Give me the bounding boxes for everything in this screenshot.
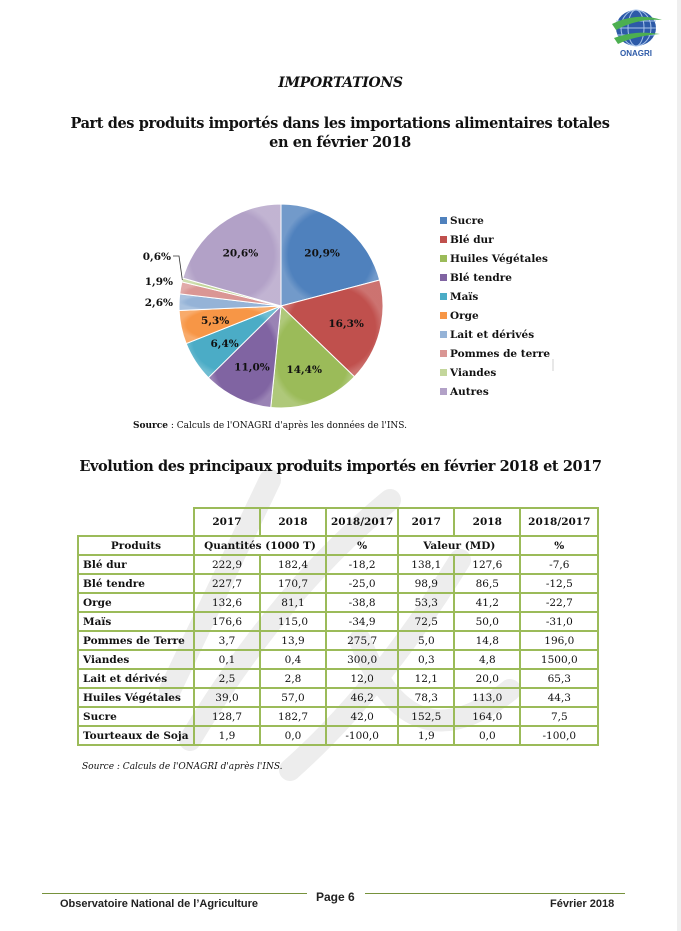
table-row [78, 650, 598, 669]
cell-q2018: 0,0 [260, 726, 326, 745]
legend-item [440, 325, 550, 344]
product-name: Orge [78, 593, 194, 612]
cell-q2018: 170,7 [260, 574, 326, 593]
table-row [78, 726, 598, 745]
table-row [78, 631, 598, 650]
pie-leader-line [173, 256, 182, 280]
cell-q2018: 57,0 [260, 688, 326, 707]
cell-q2017: 132,6 [194, 593, 260, 612]
legend-swatch [440, 331, 447, 338]
cell-q2018: 115,0 [260, 612, 326, 631]
cell-v2018: 0,0 [454, 726, 520, 745]
cell-v2018: 164,0 [454, 707, 520, 726]
product-name: Blé dur [78, 555, 194, 574]
cell-q2017: 39,0 [194, 688, 260, 707]
cell-q2017: 0,1 [194, 650, 260, 669]
header-products: Produits [78, 536, 194, 555]
legend-label: Blé tendre [450, 271, 512, 284]
cell-vvar: 7,5 [520, 707, 598, 726]
cell-q2017: 128,7 [194, 707, 260, 726]
cell-qvar: -18,2 [326, 555, 398, 574]
legend-label: Maïs [450, 290, 479, 303]
table-row [78, 574, 598, 593]
header-v-2017: 2017 [398, 508, 454, 536]
header-q-var: 2018/2017 [326, 508, 398, 536]
header-pct-value: % [520, 536, 598, 555]
pie-data-label: 14,4% [286, 364, 322, 377]
cell-v2017: 98,9 [398, 574, 454, 593]
cell-qvar: -100,0 [326, 726, 398, 745]
cell-v2018: 41,2 [454, 593, 520, 612]
header-pct-quantities: % [326, 536, 398, 555]
cell-v2018: 14,8 [454, 631, 520, 650]
table-row [78, 555, 598, 574]
legend-item [440, 306, 550, 325]
cell-v2017: 12,1 [398, 669, 454, 688]
globe-icon [604, 4, 668, 64]
table-row [78, 688, 598, 707]
cell-v2017: 53,3 [398, 593, 454, 612]
product-name: Sucre [78, 707, 194, 726]
table-header-years [78, 508, 598, 536]
onagri-logo [604, 4, 668, 64]
product-name: Tourteaux de Soja [78, 726, 194, 745]
table-source: Source : Calculs de l'ONAGRI d'après l'INS. [82, 762, 283, 772]
cell-v2017: 138,1 [398, 555, 454, 574]
legend-swatch [440, 255, 447, 262]
cell-qvar: -25,0 [326, 574, 398, 593]
footer-organization: Observatoire National de l’Agriculture [60, 898, 259, 910]
legend-label: Pommes de terre [450, 347, 551, 360]
cell-q2017: 2,5 [194, 669, 260, 688]
header-q-2017: 2017 [194, 508, 260, 536]
product-name: Maïs [78, 612, 194, 631]
cell-q2018: 182,7 [260, 707, 326, 726]
legend-swatch [440, 217, 447, 224]
pie-source [133, 421, 407, 431]
cell-vvar: 196,0 [520, 631, 598, 650]
legend-item [440, 230, 550, 249]
legend-swatch [440, 369, 447, 376]
cell-q2017: 227,7 [194, 574, 260, 593]
cell-v2018: 113,0 [454, 688, 520, 707]
cell-vvar: 44,3 [520, 688, 598, 707]
cell-v2018: 127,6 [454, 555, 520, 574]
cell-qvar: 275,7 [326, 631, 398, 650]
cell-q2017: 176,6 [194, 612, 260, 631]
cell-v2017: 0,3 [398, 650, 454, 669]
legend-swatch [440, 274, 447, 281]
pie-data-label: 20,9% [304, 247, 340, 260]
legend-label: Viandes [450, 366, 497, 379]
pie-legend [440, 211, 550, 401]
legend-label: Sucre [450, 214, 484, 227]
header-value: Valeur (MD) [398, 536, 520, 555]
legend-item [440, 344, 550, 363]
pie-data-label: 11,0% [234, 361, 270, 374]
pie-data-label: 6,4% [210, 337, 239, 350]
legend-swatch [440, 236, 447, 243]
legend-swatch [440, 293, 447, 300]
cell-q2017: 222,9 [194, 555, 260, 574]
legend-item [440, 287, 550, 306]
pie-chart-title: Part des produits importés dans les importations alimentaires totales en en février 2018 [70, 115, 610, 151]
legend-label: Autres [450, 385, 489, 398]
cell-v2017: 78,3 [398, 688, 454, 707]
cell-qvar: -38,8 [326, 593, 398, 612]
legend-scroll-marker [552, 359, 554, 371]
footer-rule-left [42, 893, 307, 894]
product-name: Viandes [78, 650, 194, 669]
pie-data-label: 1,9% [144, 275, 173, 288]
pie-data-label: 16,3% [328, 317, 364, 330]
legend-swatch [440, 350, 447, 357]
cell-qvar: 42,0 [326, 707, 398, 726]
page-edge [677, 0, 681, 931]
legend-item [440, 249, 550, 268]
footer-date: Février 2018 [550, 898, 615, 910]
legend-swatch [440, 388, 447, 395]
cell-v2017: 152,5 [398, 707, 454, 726]
legend-swatch [440, 312, 447, 319]
cell-v2017: 72,5 [398, 612, 454, 631]
cell-qvar: 300,0 [326, 650, 398, 669]
header-v-var: 2018/2017 [520, 508, 598, 536]
legend-label: Orge [450, 309, 479, 322]
header-v-2018: 2018 [454, 508, 520, 536]
pie-data-label: 0,6% [142, 251, 171, 264]
cell-v2018: 86,5 [454, 574, 520, 593]
cell-q2018: 13,9 [260, 631, 326, 650]
cell-q2018: 2,8 [260, 669, 326, 688]
header-quantities: Quantités (1000 T) [194, 536, 326, 555]
legend-label: Huiles Végétales [450, 252, 548, 265]
cell-q2018: 182,4 [260, 555, 326, 574]
footer-page-number: Page 6 [316, 890, 355, 904]
cell-v2018: 20,0 [454, 669, 520, 688]
cell-vvar: 65,3 [520, 669, 598, 688]
product-name: Pommes de Terre [78, 631, 194, 650]
cell-q2018: 0,4 [260, 650, 326, 669]
cell-vvar: -100,0 [520, 726, 598, 745]
product-name: Lait et dérivés [78, 669, 194, 688]
header-empty-cell [78, 508, 194, 536]
product-name: Blé tendre [78, 574, 194, 593]
footer-rule-right [365, 893, 625, 894]
legend-item [440, 268, 550, 287]
cell-qvar: 12,0 [326, 669, 398, 688]
pie-source-text: : Calculs de l'ONAGRI d'après les données de l'INS. [168, 421, 408, 431]
legend-item [440, 363, 550, 382]
legend-item [440, 382, 550, 401]
table-row [78, 707, 598, 726]
pie-data-label: 5,3% [201, 315, 230, 328]
legend-label: Blé dur [450, 233, 494, 246]
product-name: Huiles Végétales [78, 688, 194, 707]
cell-v2017: 1,9 [398, 726, 454, 745]
table-row [78, 669, 598, 688]
header-q-2018: 2018 [260, 508, 326, 536]
table-title: Evolution des principaux produits importés en février 2018 et 2017 [79, 458, 602, 475]
legend-label: Lait et dérivés [450, 328, 535, 341]
cell-q2017: 1,9 [194, 726, 260, 745]
cell-vvar: -7,6 [520, 555, 598, 574]
table-row [78, 612, 598, 631]
cell-vvar: -22,7 [520, 593, 598, 612]
cell-vvar: -12,5 [520, 574, 598, 593]
cell-vvar: 1500,0 [520, 650, 598, 669]
pie-data-label: 20,6% [222, 247, 259, 260]
cell-q2017: 3,7 [194, 631, 260, 650]
section-title: IMPORTATIONS [278, 75, 403, 91]
cell-vvar: -31,0 [520, 612, 598, 631]
cell-q2018: 81,1 [260, 593, 326, 612]
pie-chart-svg [130, 195, 400, 415]
pie-data-label: 2,6% [144, 297, 173, 310]
pie-chart [130, 195, 400, 415]
svg-text:ONAGRI: ONAGRI [620, 49, 652, 58]
cell-qvar: 46,2 [326, 688, 398, 707]
cell-qvar: -34,9 [326, 612, 398, 631]
table-row [78, 593, 598, 612]
pie-source-label: Source [133, 421, 168, 431]
table-header-groups [78, 536, 598, 555]
cell-v2018: 4,8 [454, 650, 520, 669]
legend-item [440, 211, 550, 230]
cell-v2018: 50,0 [454, 612, 520, 631]
imports-table [77, 507, 599, 746]
cell-v2017: 5,0 [398, 631, 454, 650]
